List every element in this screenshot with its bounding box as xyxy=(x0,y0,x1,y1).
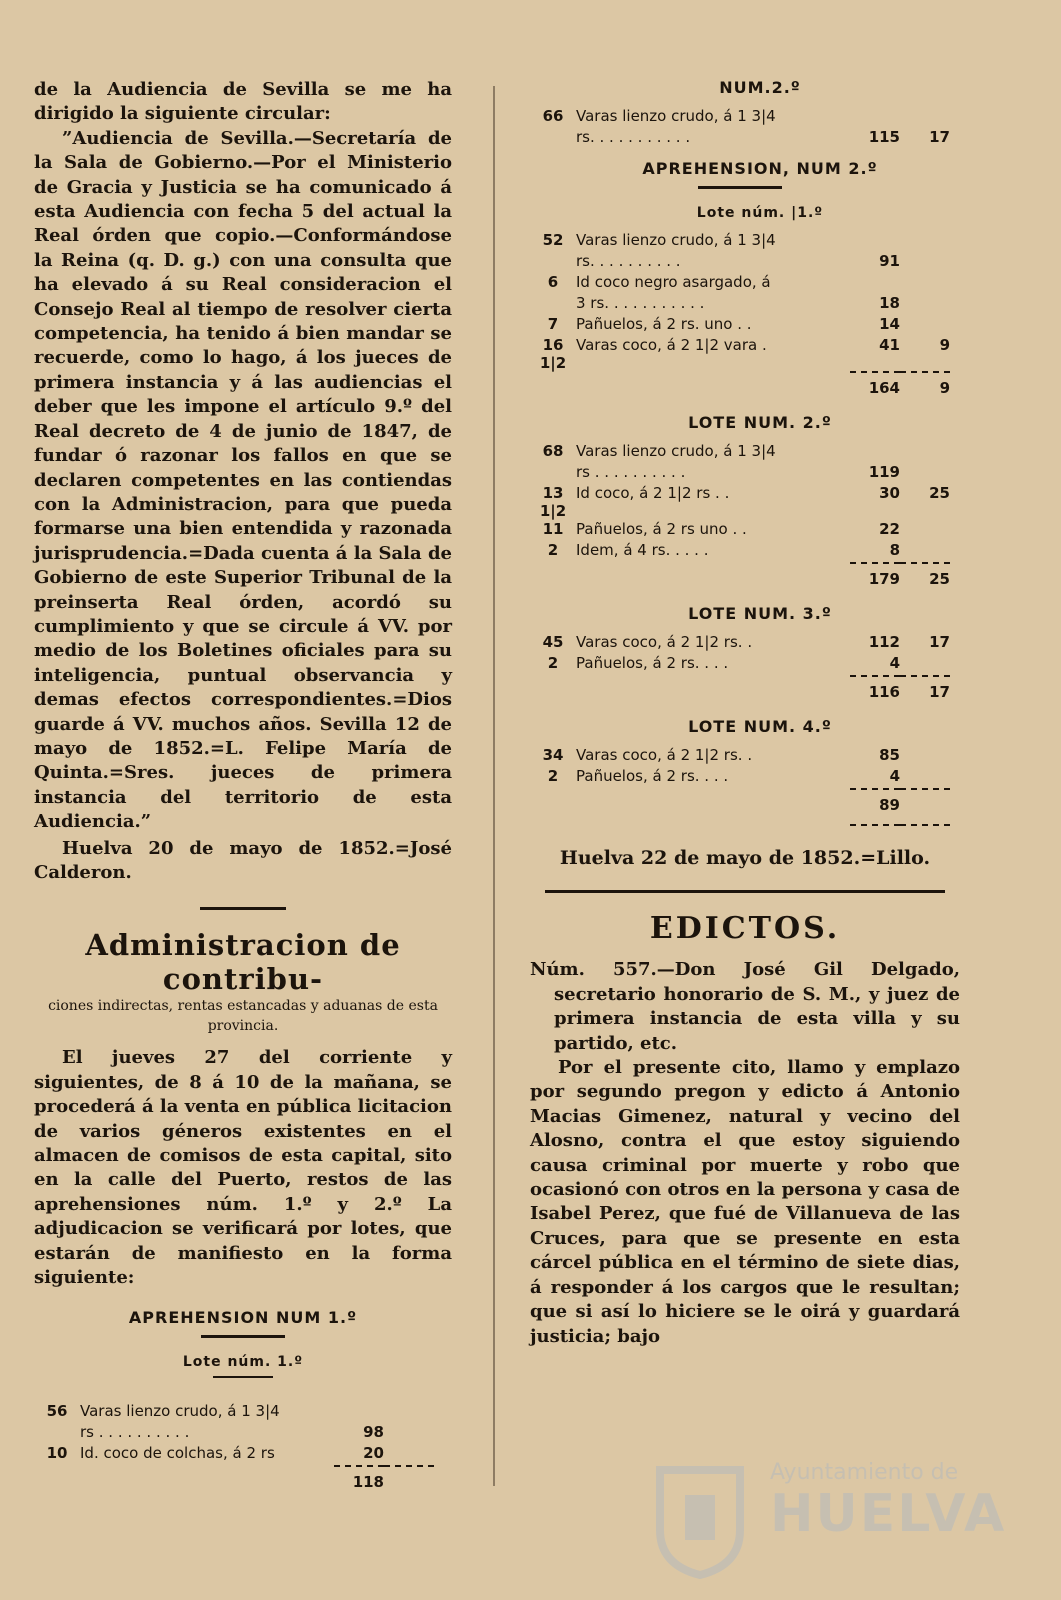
table-row: 7 Pañuelos, á 2 rs. uno . . 14 xyxy=(547,315,900,333)
total-row: 118 xyxy=(34,1466,434,1503)
table-row: 2 Idem, á 4 rs. . . . . 8 xyxy=(547,541,900,559)
signature-calderon: Huelva 20 de mayo de 1852.=José Calderon. xyxy=(34,837,452,883)
table-row: rs. . . . . . . . . . 91 xyxy=(576,252,900,270)
section-subtitle: ciones indirectas, rentas estancadas y aduanas de esta provincia. xyxy=(48,998,438,1035)
shield-icon xyxy=(650,1460,750,1580)
table-row: 66 Varas lienzo crudo, á 1 3|4 xyxy=(542,107,776,125)
separator xyxy=(200,907,286,910)
aprehension1-table xyxy=(34,1402,434,1503)
table-row: 6 Id coco negro asargado, á xyxy=(547,273,771,291)
lote2-title: LOTE NUM. 2.º xyxy=(688,413,832,432)
table-row: rs . . . . . . . . . . 119 xyxy=(576,463,900,481)
table-row: 3 rs. . . . . . . . . . . 18 xyxy=(576,294,900,312)
separator xyxy=(201,1335,285,1338)
section-title: Administracion de contribu- xyxy=(85,928,401,997)
watermark-logo xyxy=(650,1460,1007,1580)
lote4-title: LOTE NUM. 4.º xyxy=(688,717,832,736)
table-row: 11 Pañuelos, á 2 rs uno . . 22 xyxy=(542,520,900,538)
table-row: 52 Varas lienzo crudo, á 1 3|4 xyxy=(542,231,776,249)
aprehension2-title: APREHENSION, NUM 2.º xyxy=(642,159,878,178)
lote4-table xyxy=(530,746,950,826)
lote2-table xyxy=(530,442,950,598)
lote3-title: LOTE NUM. 3.º xyxy=(688,604,832,623)
lote-title: Lote núm. 1.º xyxy=(182,1354,304,1371)
signature-lillo: Huelva 22 de mayo de 1852.=Lillo. xyxy=(559,847,931,869)
table-row: 10 Id. coco de colchas, á 2 rs 20 xyxy=(46,1444,384,1463)
lote3-table xyxy=(530,633,950,711)
num2-table xyxy=(530,107,950,149)
lote1-table xyxy=(530,231,950,407)
table-row: 16 1|2 Varas coco, á 2 1|2 vara . 41 9 xyxy=(539,336,950,372)
table-row: 45 Varas coco, á 2 1|2 rs. . 112 17 xyxy=(542,633,950,651)
column-divider xyxy=(493,86,495,1486)
separator xyxy=(545,890,945,893)
paragraph-circular: ”Audiencia de Sevilla.—Secretaría de la Sala de Gobierno.—Por el Ministerio de Gracia y Justicia se ha comunicado á esta Audiencia con fecha 5 del actual la Real órden que copio.—Conformándose la Reina (q. D. g.) con una consulta que ha elevado á su Real consideracion el Consejo Real al tiempo de resolver cierta competencia, ha tenido á bien mandar se recuerde, como lo hago, á los jueces de primera instancia y á las audiencias el deber que les impone el artículo 9.º del Real decreto de 4 de junio de 1847, de fundar ó razonar los fallos en que se declaren competentes en las contiendas con la Administracion, para que pueda formarse una bien entendida y razonada jurisprudencia.=Dada cuenta á la Sala de Gobierno de este Superior Tribunal de la preinserta Real órden, acordó su cumplimiento y que se circule á VV. por medio de los Boletines oficiales para su inteligencia, puntual observancia y demas efectos correspondientes.=Dios guarde á VV. muchos años. Sevilla 12 de mayo de 1852.=L. Felipe María de Quinta.=Sres. jueces de primera instancia del territorio de esta Audiencia.” xyxy=(34,127,452,833)
sale-notice: El jueves 27 del corriente y siguientes, de 8 á 10 de la mañana, se procederá á la venta en pública licitacion de varios géneros existentes en el almacen de comisos de esta capital, sito en la calle del Puerto, restos de las aprehensiones núm. 1.º y 2.º La adjudicacion se verificará por lotes, que estarán de manifiesto en la forma siguiente: xyxy=(34,1047,452,1289)
edicto-body: Por el presente cito, llamo y emplazo por segundo pregon y edicto á Antonio Macias Gimenez, natural y vecino del Alosno, contra el que estoy siguiendo causa criminal por muerte y robo que ocasionó con otros en la persona y casa de Isabel Perez, que fué de Villanueva de las Cruces, para que se presente en esta cárcel pública en el término de siete dias, á responder á los cargos que le resultan; que si así lo hiciere se le oirá y guardará justicia; bajo xyxy=(530,1057,960,1347)
separator xyxy=(698,186,782,189)
table-row: 34 Varas coco, á 2 1|2 rs. . 85 xyxy=(542,746,900,764)
left-column xyxy=(34,78,452,1503)
total-row: 89 xyxy=(530,789,950,825)
watermark-text-line2: HUELVA xyxy=(770,1484,1007,1544)
table-row: rs . . . . . . . . . . 98 xyxy=(80,1423,384,1442)
total-row: 116 17 xyxy=(530,676,950,711)
table-row: 68 Varas lienzo crudo, á 1 3|4 xyxy=(542,442,776,460)
watermark-text-line1: Ayuntamiento de xyxy=(770,1460,959,1485)
table-row: 56 Varas lienzo crudo, á 1 3|4 xyxy=(46,1402,280,1421)
paragraph-intro: de la Audiencia de Sevilla se me ha dirigido la siguiente circular: xyxy=(34,79,452,125)
edictos-title: EDICTOS. xyxy=(649,911,841,947)
lote1-title: Lote núm. |1.º xyxy=(696,205,824,221)
table-row: 2 Pañuelos, á 2 rs. . . . 4 xyxy=(547,767,900,785)
num2-title: NUM.2.º xyxy=(719,78,801,97)
table-row: 2 Pañuelos, á 2 rs. . . . 4 xyxy=(547,654,900,672)
aprehension1-title: APREHENSION NUM 1.º xyxy=(128,1308,358,1328)
right-column xyxy=(530,78,960,1349)
table-row: 13 1|2 Id coco, á 2 1|2 rs . . 30 25 xyxy=(539,484,950,520)
separator xyxy=(213,1376,273,1378)
edicto-header: Núm. 557.—Don José Gil Delgado, secretario honorario de S. M., y juez de primera instancia de esta villa y su partido, etc. xyxy=(530,959,960,1054)
table-row: rs. . . . . . . . . . . 115 17 xyxy=(576,128,950,146)
total-row: 179 25 xyxy=(530,563,950,598)
total-row: 164 9 xyxy=(530,372,950,407)
